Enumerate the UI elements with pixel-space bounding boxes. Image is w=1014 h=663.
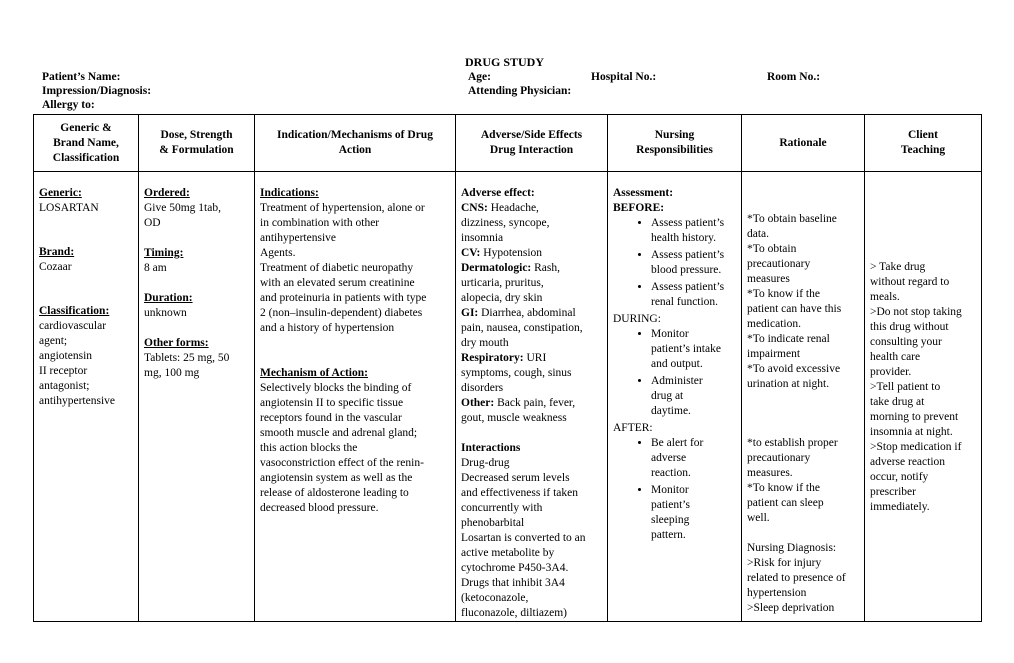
gi-label: GI: (461, 307, 479, 319)
text-line: & Formulation (159, 144, 234, 156)
text-line: prescriber (870, 486, 916, 498)
text-line: *To know if the (747, 482, 820, 494)
text-line: daytime. (651, 405, 691, 417)
text-line: *To obtain baseline (747, 213, 837, 225)
interactions-text (461, 456, 602, 621)
other-forms-value (144, 351, 249, 381)
before-list (613, 216, 736, 310)
text-line: pain, nausea, constipation, (461, 322, 583, 334)
text-line: mg, 100 mg (144, 367, 200, 379)
column-header-generic (34, 115, 139, 172)
text-line: Adverse/Side Effects (480, 129, 583, 141)
text-line: Headache, (487, 202, 539, 214)
text-line: >Risk for injury (747, 557, 822, 569)
resp-entry (461, 351, 602, 396)
text-line: angiotensin (39, 350, 93, 362)
patient-name-label: Patient’s Name: (42, 71, 121, 83)
text-line: and a history of hypertension (260, 322, 395, 334)
entry-text (461, 307, 602, 351)
text-line: decreased blood pressure. (260, 502, 379, 514)
brand-value: Cozaar (39, 261, 72, 273)
text-line: dry mouth (461, 337, 509, 349)
text-line: • Administer (651, 375, 703, 387)
text-line: morning to prevent (870, 411, 959, 423)
text-line: vasoconstriction effect of the renin- (260, 457, 424, 469)
text-line: well. (747, 512, 770, 524)
classification-value (39, 319, 133, 409)
text-line: 2 (non–insulin-dependent) diabetes (260, 307, 423, 319)
text-line: *to establish proper (747, 437, 838, 449)
text-line: impairment (747, 348, 801, 360)
mechanism-text (260, 381, 450, 516)
text-line: occur, notify (870, 471, 929, 483)
gi-entry (461, 306, 602, 351)
text-line: Classification (52, 151, 120, 164)
text-line: OD (144, 217, 161, 229)
text-line: urination at night. (747, 378, 830, 390)
text-line: renal function. (651, 296, 719, 308)
classification-label: Classification: (39, 305, 110, 317)
text-line: *To indicate renal (747, 333, 830, 345)
text-line: angiotensin II to specific tissue (260, 397, 404, 409)
text-line: Drug Interaction (489, 144, 574, 156)
brand-label: Brand: (39, 246, 75, 258)
text-line: and output. (651, 358, 703, 370)
list-item (651, 374, 736, 419)
text-line: Nursing (654, 129, 695, 141)
text-line: in combination with other (260, 217, 380, 229)
derm-entry (461, 261, 602, 306)
text-line: Action (338, 144, 372, 156)
text-line: measures. (747, 467, 793, 479)
list-item (651, 436, 736, 481)
text-line: precautionary (747, 258, 811, 270)
indications-label: Indications: (260, 187, 319, 199)
text-line: meals. (870, 291, 900, 303)
text-line: dizziness, syncope, (461, 217, 550, 229)
text-line: Selectively blocks the binding of (260, 382, 412, 394)
text-line: pattern. (651, 529, 686, 541)
text-line: antagonist; (39, 380, 90, 392)
text-line: Brand Name, (53, 136, 119, 149)
text-line: patient’s intake (651, 343, 721, 355)
derm-label: Dermatologic: (461, 262, 532, 274)
text-line: drug at (651, 390, 684, 402)
text-line: • Assess patient’s (651, 217, 725, 229)
text-line: this action blocks the (260, 442, 358, 454)
before-label: BEFORE: (613, 202, 665, 214)
text-line: Diarrhea, abdominal (478, 307, 576, 319)
text-line: data. (747, 228, 770, 240)
resp-label: Respiratory: (461, 352, 524, 364)
text-line: Rationale (779, 136, 827, 149)
ordered-value (144, 201, 249, 231)
teaching-text (870, 260, 976, 515)
text-line: Losartan is converted to an (461, 532, 586, 544)
text-line: and effectiveness if taken (461, 487, 578, 499)
text-line: patient can have this (747, 303, 842, 315)
timing-value: 8 am (144, 262, 167, 274)
allergy-label: Allergy to: (42, 99, 95, 111)
text-line: reaction. (651, 467, 691, 479)
during-list (613, 327, 736, 419)
text-line: >Tell patient to (870, 381, 941, 393)
text-line: precautionary (747, 452, 811, 464)
column-header-dose (139, 115, 255, 172)
teaching-cell (865, 172, 982, 622)
after-label: AFTER: (613, 422, 653, 434)
text-line: phenobarbital (461, 517, 525, 529)
text-line: Drugs that inhibit 3A4 (461, 577, 565, 589)
text-line: • Monitor (651, 484, 689, 496)
text-line: Give 50mg 1tab, (144, 202, 221, 214)
rationale-cell (742, 172, 865, 622)
text-line: take drug at (870, 396, 925, 408)
text-line: URI (523, 352, 547, 364)
text-line: blood pressure. (651, 264, 722, 276)
text-line: disorders (461, 382, 504, 394)
text-line: agent; (39, 335, 68, 347)
text-line: this drug without (870, 321, 949, 333)
cv-label: CV: (461, 247, 481, 259)
text-line: active metabolite by (461, 547, 555, 559)
text-line: antihypertensive (260, 232, 337, 244)
text-line: antihypertensive (39, 395, 116, 407)
text-line: >Sleep deprivation (747, 602, 835, 614)
text-line: *To obtain (747, 243, 797, 255)
text-line: *To avoid excessive (747, 363, 841, 375)
text-line: fluconazole, diltiazem) (461, 607, 568, 619)
text-line: insomnia at night. (870, 426, 953, 438)
other-forms-label: Other forms: (144, 337, 209, 349)
text-line: >Do not stop taking (870, 306, 962, 318)
age-label: Age: (468, 71, 491, 83)
list-item (651, 483, 736, 543)
hospital-no-label: Hospital No.: (591, 71, 657, 83)
column-header-nursing (608, 115, 742, 172)
duration-label: Duration: (144, 292, 193, 304)
list-item (651, 327, 736, 372)
ordered-label: Ordered: (144, 187, 190, 199)
text-line: angiotensin system as well as the (260, 472, 413, 484)
text-line: adverse (651, 452, 687, 464)
other-label: Other: (461, 397, 495, 409)
text-line: immediately. (870, 501, 930, 513)
generic-value: LOSARTAN (39, 202, 99, 214)
text-line: Generic & (60, 121, 112, 134)
cns-label: CNS: (461, 202, 488, 214)
cns-entry (461, 201, 602, 246)
text-line: health care (870, 351, 921, 363)
text-line: • Monitor (651, 328, 689, 340)
column-header-teaching (865, 115, 982, 172)
text-line: Treatment of hypertension, alone or (260, 202, 425, 214)
list-item (651, 216, 736, 246)
table-row (34, 172, 982, 622)
list-item (651, 280, 736, 310)
adverse-cell (456, 172, 608, 622)
cv-text: Hypotension (480, 247, 543, 259)
text-line: health history. (651, 232, 717, 244)
list-item (651, 248, 736, 278)
text-line: measures (747, 273, 790, 285)
text-line: concurrently with (461, 502, 543, 514)
dose-cell (139, 172, 255, 622)
text-line: Indication/Mechanisms of Drug (277, 129, 433, 141)
assessment-label: Assessment: (613, 187, 674, 199)
text-line: provider. (870, 366, 912, 378)
duration-value: unknown (144, 307, 187, 319)
text-line: gout, muscle weakness (461, 412, 567, 424)
interactions-label: Interactions (461, 442, 521, 454)
text-line: hypertension (747, 587, 807, 599)
text-line: Drug-drug (461, 457, 510, 469)
text-line: release of aldosterone leading to (260, 487, 409, 499)
text-line: • Be alert for (651, 437, 704, 449)
text-line: (ketoconazole, (461, 592, 529, 604)
column-header-indication (255, 115, 456, 172)
drug-study-table (33, 114, 982, 622)
text-line: related to presence of (747, 572, 846, 584)
after-list (613, 436, 736, 543)
text-line: Nursing Diagnosis: (747, 542, 837, 554)
text-line: Back pain, fever, (494, 397, 576, 409)
rationale-text-2 (747, 436, 859, 526)
text-line: medication. (747, 318, 801, 330)
text-line: and proteinuria in patients with type (260, 292, 427, 304)
text-line: urticaria, pruritus, (461, 277, 544, 289)
text-line: Treatment of diabetic neuropathy (260, 262, 414, 274)
text-line: smooth muscle and adrenal gland; (260, 427, 418, 439)
text-line: Dose, Strength (160, 129, 233, 141)
text-line: receptors found in the vascular (260, 412, 402, 424)
text-line: Agents. (260, 247, 296, 259)
text-line: consulting your (870, 336, 942, 348)
cv-entry (461, 246, 602, 261)
text-line: *To know if the (747, 288, 820, 300)
text-line: with an elevated serum creatinine (260, 277, 415, 289)
attending-physician-label: Attending Physician: (468, 85, 572, 97)
text-line: Rash, (531, 262, 560, 274)
nursing-cell (608, 172, 742, 622)
text-line: patient’s (651, 499, 690, 511)
column-header-adverse (456, 115, 608, 172)
text-line: cardiovascular (39, 320, 107, 332)
room-no-label: Room No.: (767, 71, 821, 83)
text-line: • Assess patient’s (651, 249, 725, 261)
text-line: >Stop medication if (870, 441, 962, 453)
impression-label: Impression/Diagnosis: (42, 85, 152, 97)
text-line: without regard to (870, 276, 950, 288)
table-header-row (34, 115, 982, 172)
text-line: > Take drug (870, 261, 926, 273)
text-line: Decreased serum levels (461, 472, 570, 484)
text-line: insomnia (461, 232, 504, 244)
during-label: DURING: (613, 313, 661, 325)
adverse-effect-label: Adverse effect: (461, 187, 535, 199)
text-line: alopecia, dry skin (461, 292, 543, 304)
text-line: sleeping (651, 514, 690, 526)
rationale-text-1 (747, 212, 859, 392)
text-line: Client (907, 129, 939, 141)
indications-text (260, 201, 450, 336)
generic-label: Generic: (39, 187, 82, 199)
generic-cell (34, 172, 139, 622)
text-line: Teaching (900, 144, 946, 156)
text-line: patient can sleep (747, 497, 824, 509)
indication-cell (255, 172, 456, 622)
text-line: adverse reaction (870, 456, 946, 468)
nursing-diagnosis-text (747, 541, 859, 616)
text-line: symptoms, cough, sinus (461, 367, 572, 379)
text-line: Tablets: 25 mg, 50 (144, 352, 230, 364)
mechanism-label: Mechanism of Action: (260, 367, 368, 379)
column-header-rationale (742, 115, 865, 172)
text-line: • Assess patient’s (651, 281, 725, 293)
other-entry (461, 396, 602, 426)
text-line: cytochrome P450-3A4. (461, 562, 569, 574)
text-line: Responsibilities (636, 144, 713, 156)
text-line: II receptor (39, 365, 88, 377)
timing-label: Timing: (144, 247, 184, 259)
page-title: DRUG STUDY (465, 55, 545, 69)
